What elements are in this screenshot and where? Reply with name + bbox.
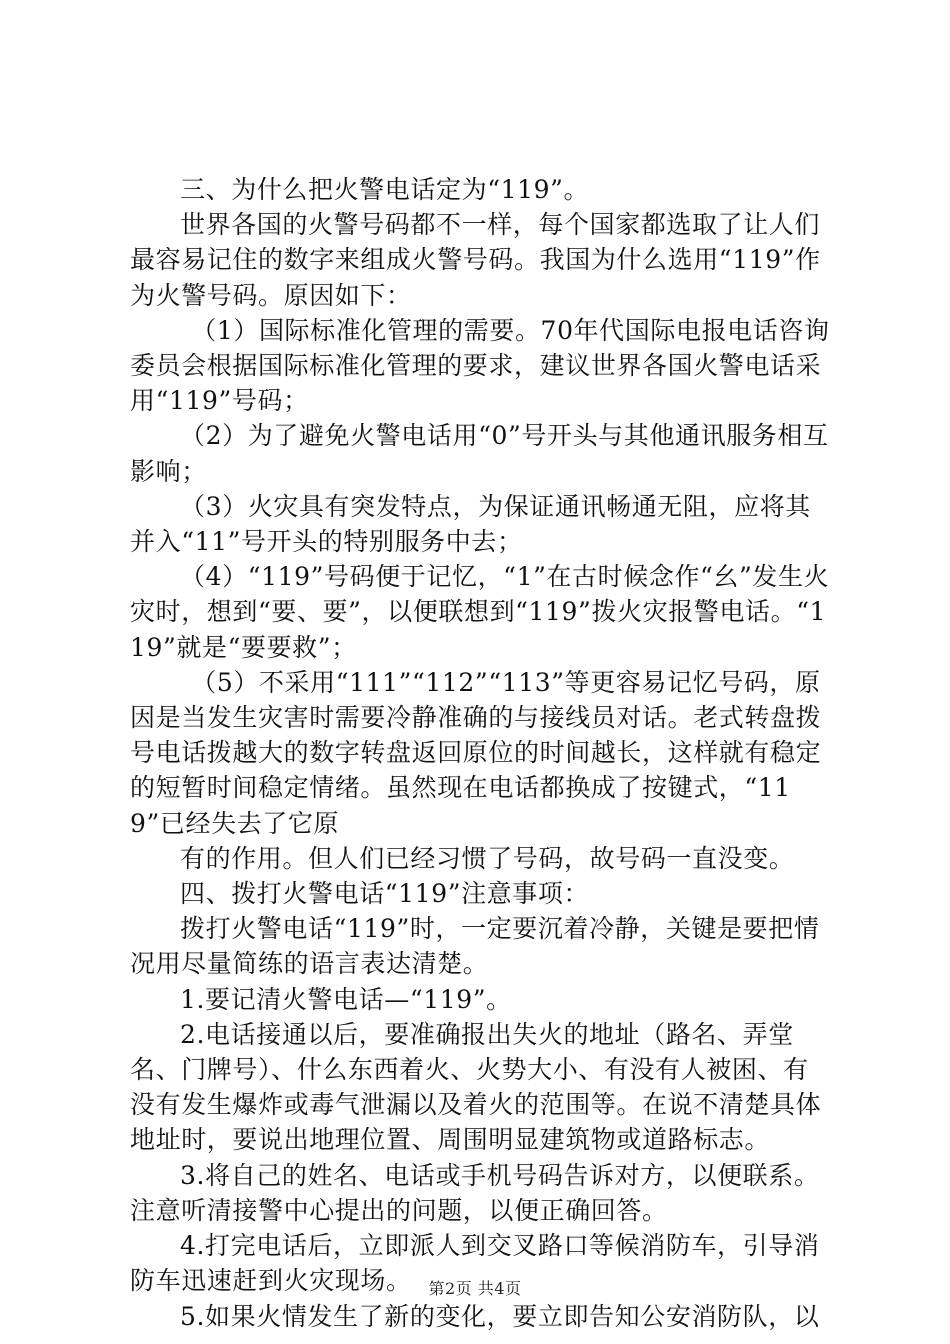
heading-section-4: 四、拨打火警电话“119”注意事项：	[180, 879, 590, 909]
list-item-note-1: 1.要记清火警电话—“119”。	[180, 984, 512, 1014]
list-item-note-3: 3.将自己的姓名、电话或手机号码告诉对方，以便联系。注意听清接警中心提出的问题，以便正确回答。	[130, 1160, 820, 1225]
list-item-reason-2: （2）为了避免火警电话用“0”号开头与其他通讯服务相互影响；	[130, 421, 829, 486]
list-item-note-2: 2.电话接通以后，要准确报出失火的地址（路名、弄堂名、门牌号）、什么东西着火、火势大小、有没有人被困、有没有发生爆炸或毒气泄漏以及着火的范围等。在说不清楚具体地址时，要说出地理位置、周围明显建筑物或道路标志。	[130, 1019, 822, 1155]
paragraph-intro: 世界各国的火警号码都不一样，每个国家都选取了让人们最容易记住的数字来组成火警号码。我国为什么选用“119”作为火警号码。原因如下：	[130, 210, 821, 310]
document-body	[130, 172, 830, 1334]
page-footer: 第2页 共4页	[428, 1279, 522, 1298]
paragraph-calm: 拨打火警电话“119”时，一定要沉着冷静，关键是要把情况用尽量简练的语言表达清楚。	[130, 914, 820, 979]
list-item-reason-4: （4）“119”号码便于记忆，“1”在古时候念作“幺”发生火灾时，想到“要、要”，以便联想到“119”拨火灾报警电话。“119”就是“要要救”；	[130, 562, 830, 662]
list-item-note-5: 5.如果火情发生了新的变化，要立即告知公安消防队，以	[180, 1301, 820, 1331]
list-item-reason-5: （5）不采用“111”“112”“113”等更容易记忆号码，原因是当发生灾害时需要冷静准确的与接线员对话。老式转盘拨号电话拨越大的数字转盘返回原位的时间越长，这样就有稳定的短暂时间稳定情绪。虽然现在电话都换成了按键式，“119”已经失去了它原	[130, 667, 822, 838]
list-item-note-4: 4.打完电话后，立即派人到交叉路口等候消防车，引导消防车迅速赶到火灾现场。	[130, 1231, 820, 1296]
list-item-reason-1: （1）国际标准化管理的需要。70年代国际电报电话咨询委员会根据国际标准化管理的要求，建议世界各国火警电话采用“119”号码；	[130, 315, 830, 416]
heading-section-3: 三、为什么把火警电话定为“119”。	[180, 175, 590, 204]
list-item-reason-3: （3）火灾具有突发特点，为保证通讯畅通无阻，应将其并入“11”号开头的特别服务中去；	[130, 491, 811, 557]
paragraph-continuation: 有的作用。但人们已经习惯了号码，故号码一直没变。	[180, 843, 795, 873]
